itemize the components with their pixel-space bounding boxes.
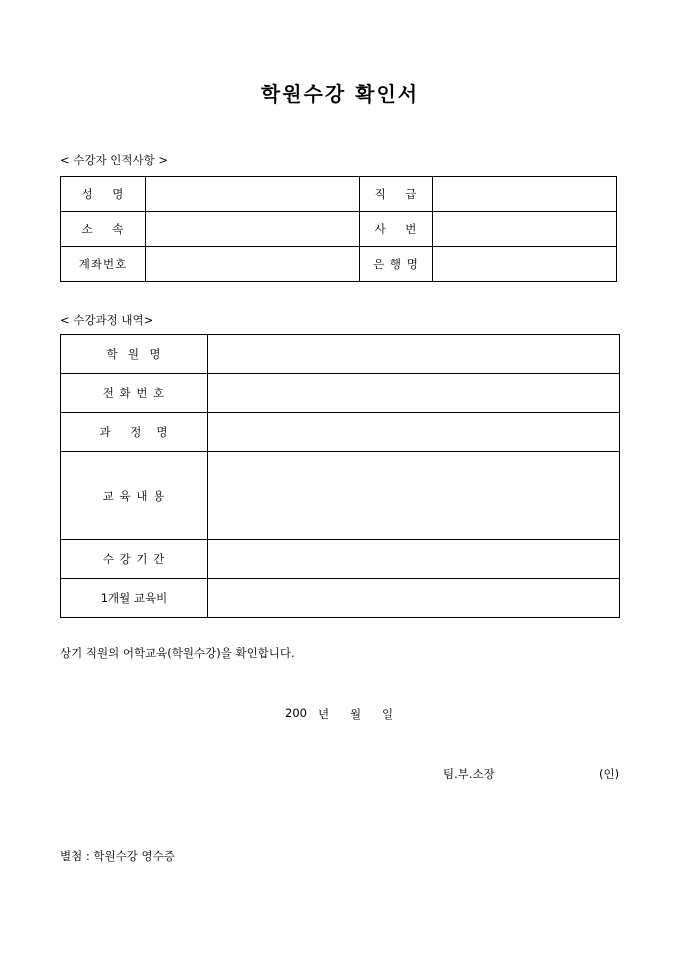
course-row	[61, 335, 620, 374]
seal-mark: (인)	[599, 767, 620, 781]
course-row	[61, 579, 620, 618]
date-year: 200	[285, 706, 307, 720]
bank-name-label: 은 행 명	[360, 247, 433, 282]
rank-field[interactable]	[433, 177, 617, 212]
date-day-unit: 일	[382, 707, 394, 721]
course-row	[61, 374, 620, 413]
course-section-heading: < 수강과정 내역>	[60, 313, 154, 327]
attachment-note: 별첨 : 학원수강 영수증	[60, 849, 175, 863]
monthly-fee-label: 1개월 교육비	[61, 579, 208, 618]
phone-number-field[interactable]	[208, 374, 620, 413]
education-content-field[interactable]	[208, 452, 620, 540]
course-period-field[interactable]	[208, 540, 620, 579]
course-row	[61, 452, 620, 540]
date-year-unit: 년	[318, 707, 330, 721]
academy-name-label: 학 원 명	[61, 335, 208, 374]
confirmation-statement: 상기 직원의 어학교육(학원수강)을 확인합니다.	[60, 646, 295, 660]
phone-number-label: 전 화 번 호	[61, 374, 208, 413]
date-month-unit: 월	[350, 707, 362, 721]
signature-label: 팀.부.소장	[443, 767, 495, 781]
personal-section-heading: < 수강자 인적사항 >	[60, 153, 169, 167]
department-field[interactable]	[146, 212, 360, 247]
department-label: 소 속	[61, 212, 146, 247]
course-row	[61, 413, 620, 452]
document-title: 학원수강 확인서	[260, 82, 420, 106]
academy-name-field[interactable]	[208, 335, 620, 374]
personal-info-table	[60, 176, 617, 282]
course-row	[61, 540, 620, 579]
employee-number-field[interactable]	[433, 212, 617, 247]
monthly-fee-field[interactable]	[208, 579, 620, 618]
course-info-table	[60, 334, 620, 618]
course-period-label: 수 강 기 간	[61, 540, 208, 579]
name-field[interactable]	[146, 177, 360, 212]
bank-name-field[interactable]	[433, 247, 617, 282]
rank-label: 직 급	[360, 177, 433, 212]
course-name-label: 과 정 명	[61, 413, 208, 452]
account-number-field[interactable]	[146, 247, 360, 282]
personal-row-department	[61, 212, 617, 247]
account-number-label: 계좌번호	[61, 247, 146, 282]
employee-number-label: 사 번	[360, 212, 433, 247]
education-content-label: 교 육 내 용	[61, 452, 208, 540]
personal-row-account	[61, 247, 617, 282]
course-name-field[interactable]	[208, 413, 620, 452]
personal-row-name	[61, 177, 617, 212]
name-label: 성 명	[61, 177, 146, 212]
